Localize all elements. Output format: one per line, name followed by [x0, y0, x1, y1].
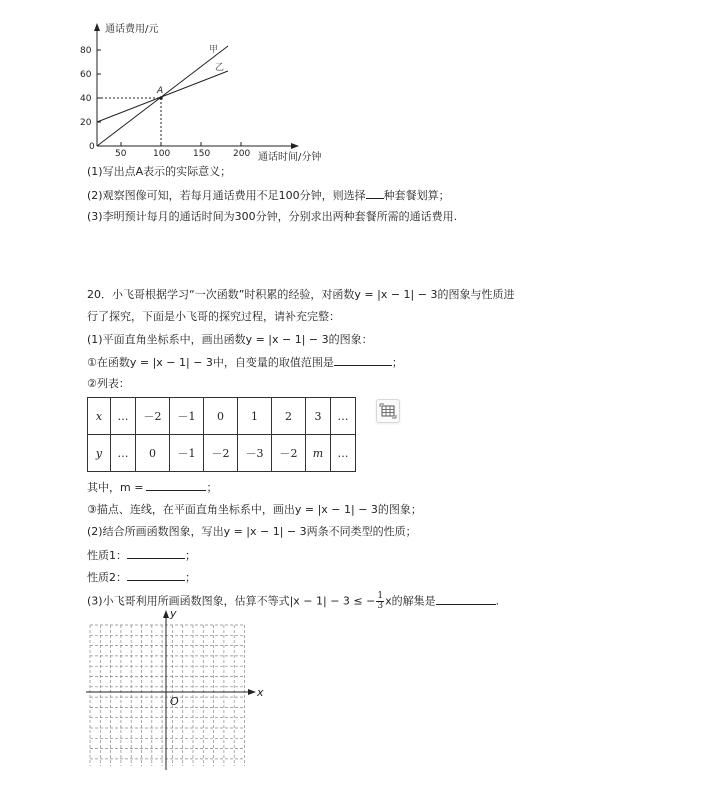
coordinate-grid[interactable]	[84, 606, 274, 774]
domain-blank[interactable]	[334, 355, 392, 366]
q20-part1a-text: ①在函数y = |x − 1| − 3中，自变量的取值范围是	[87, 356, 334, 369]
y-tick-20: 20	[80, 118, 92, 128]
x-cell: 1	[238, 398, 272, 435]
m-end: ；	[206, 481, 218, 494]
y-tick-60: 60	[80, 70, 92, 80]
fraction-numerator: 1	[377, 591, 384, 601]
y-tick-80: 80	[80, 46, 92, 56]
x-tick-150: 150	[193, 149, 211, 159]
y-cell: －1	[170, 435, 204, 472]
property1-end: ；	[185, 549, 196, 562]
q20-part1b: ②列表：	[87, 377, 130, 390]
x-axis-label: 通话时间/分钟	[258, 152, 322, 163]
q20-part1a-end: ；	[391, 356, 403, 369]
x-cell: －1	[170, 398, 204, 435]
fraction-denominator: 3	[377, 601, 384, 611]
y-cell: －3	[238, 435, 272, 472]
y-axis-label: 通话费用/元	[105, 24, 159, 35]
line-yi-label: 乙	[215, 63, 225, 73]
x-cell: －2	[136, 398, 170, 435]
y-cell: －2	[272, 435, 306, 472]
x-tick-100: 100	[153, 149, 171, 159]
m-blank[interactable]	[146, 480, 206, 491]
grid-x-axis-arrow	[248, 689, 256, 695]
line-yi	[97, 71, 228, 122]
m-label: 其中，m =	[87, 481, 144, 494]
q20-part3-end: .	[495, 594, 500, 608]
q20-part3-mid: x的解集是	[385, 594, 436, 608]
x-cell: 0	[204, 398, 238, 435]
table-tool-icon[interactable]	[376, 399, 400, 423]
grid-origin-label: O	[170, 695, 179, 708]
x-cell: …	[331, 398, 356, 435]
y-cell-m: m	[306, 435, 331, 472]
property2-label: 性质2：	[87, 571, 127, 584]
line-jia-label: 甲	[209, 45, 219, 55]
y-tick-40: 40	[80, 94, 92, 104]
q20-intro-line2: 行了探究，下面是小飞哥的探究过程，请补充完整：	[87, 310, 340, 323]
point-a-label: A	[157, 86, 164, 96]
x-tick-50: 50	[115, 149, 127, 159]
q19-part2	[87, 188, 450, 203]
x-tick-200: 200	[233, 149, 251, 159]
q20-intro-line1: 20．小飞哥根据学习“一次函数”时积累的经验，对函数y = |x − 1| − 3的图象与性质进	[87, 288, 515, 301]
q20-part1a	[87, 355, 403, 370]
q20-part2: (2)结合所画函数图象，写出y = |x − 1| − 3两条不同类型的性质；	[87, 525, 417, 538]
fraction	[376, 592, 384, 611]
property2-blank[interactable]	[127, 570, 185, 581]
origin-label: 0	[89, 142, 95, 152]
point-a	[159, 96, 163, 100]
property2-end: ；	[185, 571, 196, 584]
q20-m-line	[87, 480, 217, 495]
property1-blank[interactable]	[127, 548, 185, 559]
y-cell: 0	[136, 435, 170, 472]
q19-part1: (1)写出点A表示的实际意义；	[87, 165, 232, 178]
y-cell: …	[331, 435, 356, 472]
value-table	[87, 397, 356, 472]
table-grid-icon	[377, 400, 399, 422]
property1-line	[87, 548, 196, 563]
q19-part2-end: 种套餐划算；	[383, 189, 450, 202]
grid-lines	[90, 625, 245, 766]
solution-blank[interactable]	[436, 594, 496, 605]
q19-part2-text: (2)观察图像可知，若每月通话费用不足100分钟，则选择	[87, 189, 366, 202]
property1-label: 性质1：	[87, 549, 127, 562]
x-cell: 3	[306, 398, 331, 435]
x-cell: 2	[272, 398, 306, 435]
q20-part3-text: (3)小飞哥利用所画函数图象，估算不等式|x − 1| − 3 ≤ −	[87, 594, 376, 608]
y-header: y	[88, 435, 111, 472]
y-axis-arrow	[94, 23, 100, 31]
phone-fee-graph	[70, 18, 350, 168]
y-cell: …	[111, 435, 136, 472]
q20-part1: (1)平面直角坐标系中，画出函数y = |x − 1| − 3的图象：	[87, 333, 373, 346]
property2-line	[87, 570, 196, 585]
table-row-x	[88, 398, 356, 435]
q20-part1c: ③描点、连线，在平面直角坐标系中，画出y = |x − 1| − 3的图象；	[87, 503, 422, 516]
q19-part3: (3)李明预计每月的通话时间为300分钟，分别求出两种套餐所需的通话费用.	[87, 210, 458, 223]
table-row-y	[88, 435, 356, 472]
y-cell: －2	[204, 435, 238, 472]
grid-x-label: x	[257, 686, 264, 699]
x-cell: …	[111, 398, 136, 435]
grid-y-axis-arrow	[163, 610, 169, 618]
grid-y-label: y	[170, 607, 177, 620]
x-axis-arrow	[291, 143, 299, 149]
x-header: x	[88, 398, 111, 435]
q19-part2-blank[interactable]	[366, 188, 384, 199]
